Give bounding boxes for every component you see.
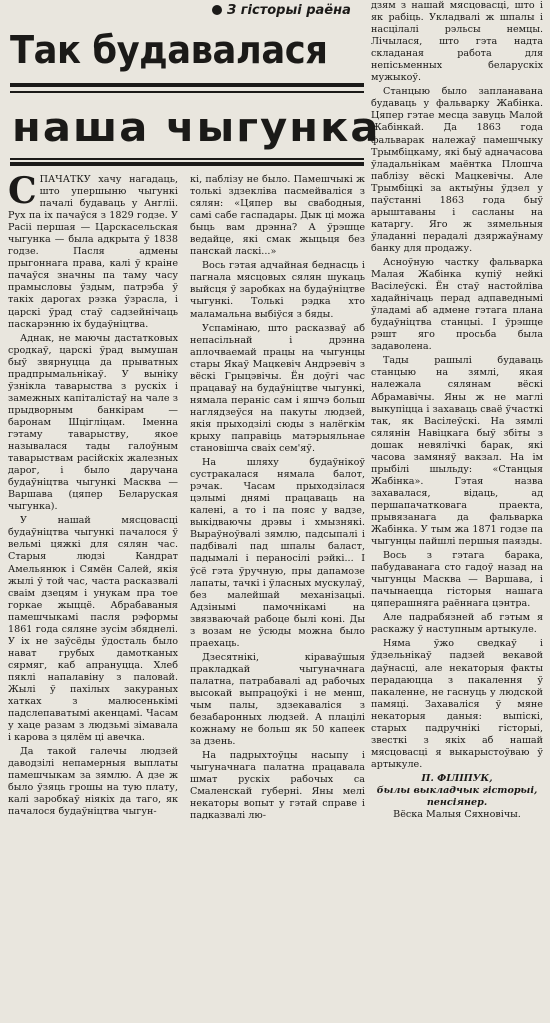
paragraph: дзям з нашай мясцовасці, што і як рабіць. Укладвалі ж шпалы і насцілалі рэльсы немцы. Лічылася, што гэта надта складаная работа для непісьменных беларускіх мужыкоў.: [371, 0, 543, 84]
paragraph: кі, паблізу не было. Памешчыкі ж толькі здзекліва пасмейваліся з сялян: «Цяпер вы свабодныя, самі сабе гаспадары. Дык ці можа быць вам дрэнна? А ўрэшце ведайце, які смак жыцьця без панскай ласкі...»: [190, 174, 365, 258]
paragraph: Але падрабязней аб гэтым я раскажу ў наступным артыкуле.: [371, 612, 543, 636]
headline-line-1: Так будавалася: [10, 28, 328, 72]
paragraph: На шляху будаўнікоў сустракалася нямала балот, рэчак. Часам прыходзілася цэлымі днямі працаваць на калені, а то і па пояс у вадзе, выкідваючы дрэвы і хмызнякі. Выраўноўвалі зямлю, падсыпалі і падбівалі пад шпалы баласт, падымалі і пераносілі рэйкі... І ўсё гэта ўручную, пры дапамозе лапаты, тачкі і ўласных мускулаў, без малейшай механізацыі. Адзінымі памочнікамі на звязваючай рабоце былі коні. Ды з возам не ўсюды можна было праехаць.: [190, 457, 365, 649]
headline-rule-bottom-thin: [10, 158, 364, 160]
paragraph: Тады рашылі будаваць станцыю на зямлі, якая належала сялянам вёскі Абрамавічы. Яны ж не маглі выкупіцца і захаваць сваё ўчасткі так, як Васілеўскі. На зямлі сялянін Навіцкага быў збіты з дошак невялічкі барак, які часова замяняў вакзал. На ім прыбілі шыльду: «Станцыя Жабінка». Гэтая назва захавалася, відаць, ад першапачатковага праекта, прывязанага да фальварка Жабінка. У тым жа 1871 годзе па чыгунцы пайшлі першыя паязды.: [371, 355, 543, 548]
author-place: Вёска Малыя Сяхновічы.: [393, 809, 521, 821]
headline-rule-bottom-thick: [10, 162, 364, 166]
author-name: П. ФІЛІПУК,: [421, 772, 493, 784]
paragraph: Станцыю было запланавана будаваць у фальварку Жабінка. Цяпер гэтае месца завуць Малой Жабінкай. Да 1863 года фальварак належаў памешчыку Трымбіцкаму, які быў адначасова ўладальнікам маёнтка Плошча паблізу вёскі Мацкевічы. Але Трымбіцкі за актыўны ўдзел у паўстанні 1863 года быў арыштаваны і сасланы на катаргу. Яго ж зямельныя ўладанні перадалі дзяржаўнаму банку для продажу.: [371, 86, 543, 254]
paragraph: На падрыхтоўцы насыпу і чыгуначнага палатна працавала шмат рускіх рабочых са Смаленскай губерні. Яны мелі некаторы вопыт у гэтай справе і падказвалі лю-: [190, 750, 365, 822]
paragraph: Няма ўжо сведкаў і ўдзельнікаў падзей векавой даўнасці, але некаторыя факты перадаюцца з пакалення ў пакаленне, не гаснуць у людской памяці. Захаваліся ў мяне некаторыя даныя: выпіскі, старых падручнікі гісторыі, звесткі з якіх аб нашай мясцовасці я выкарыстоўваю ў артыкуле.: [371, 638, 543, 770]
author-role-line-2: пенсіянер.: [426, 797, 488, 809]
headline-rule-top-thin: [10, 91, 364, 93]
opening-text: ПАЧАТКУ хачу нагадаць, што упершыню чыгункі пачалі будаваць у Англіі. Рух па іх пачаўся з 1829 годзе. У Расіі першая — Царскасельская чыгунка — была адкрыта ў 1838 годзе. Пасля адмены прыгоннага права, калі ў краіне пачаўся значны па таму часу прамысловы ўздым, патрэба ў такіх дарогах рэзка ўзрасла, і царскі ўрад стаў садзейнічаць паскарэнню іх будаўніцтва.: [8, 174, 178, 330]
drop-cap: С: [8, 174, 37, 212]
paragraph: Дзесятнікі, кіраваўшыя пракладкай чыгуначнага палатна, патрабавалі ад рабочых высокай выпрацоўкі і не менш, чым палы, здзекаваліся з безабаронных людзей. А плацілі кожнаму не больш як 50 капеек за дзень.: [190, 651, 365, 748]
paragraph: Аднак, не маючы дастатковых сродкаў, царскі ўрад вымушан быў звярнуцца да прыватных прадпрымальнікаў. У выніку ўзнікла таварыства з рускіх і замежных капіталістаў на чале з прыдворным банкірам — баронам Шціглiцам. Іменна гэтаму таварыству, якое называлася тады галоўным таварыствам расійскіх жалезных дарог, і было даручана будаўніцтва чыгункі Масква — Варшава (цяпер Беларуская чыгунка).: [8, 332, 178, 513]
paragraph: Асноўную частку фальварка Малая Жабінка купіў нейкі Васілеўскі. Ён стаў настойліва хадайнічаць перад адпаведнымі ўладамі аб адмене гэтага плана будаўніцтва станцыі. І ўрэшце рэшт яго просьба была задаволена.: [371, 256, 543, 353]
article-column-1: [8, 174, 178, 1019]
article-column-2: [190, 174, 365, 1019]
opening-paragraph: [8, 174, 178, 331]
rubric-label: З гісторыі раёна: [227, 3, 351, 18]
author-role-line-1: былы выкладчык гісторыі,: [376, 785, 538, 796]
author-signature: [371, 773, 543, 821]
article-column-3: [371, 0, 543, 1019]
bullet-icon: [212, 5, 222, 15]
paragraph: Вось гэтая адчайная беднасць і пагнала мясцовых сялян шукаць выйсця ў заробках на будаўніцтве чыгункі. Толькі рэдка хто маламальна выбіўся з бяды.: [190, 260, 365, 320]
headline-rule-top-thick: [10, 83, 364, 87]
paragraph: У нашай мясцовасці будаўніцтва чыгункі пачалося ў вельмі цяжкі для сялян час. Старыя людзі Кандрат Амельянюк і Сямён Салей, якія жылі ў той час, часта расказвалі сваім дзецям і унукам пра тое горкае жыццё. Абрабаваныя памешчыкамі пасля рэформы 1861 года сяляне зусім збяднелі. У іх не заўсёды ўдосталь было нават грубых дамотканых сярмяг, каб апрануцца. Хлеб пяклі напалавіну з паловай. Жылі ў пахілых закураных хатках з малюсенькімі падслепаватымі акенцамі. Часам у хаце разам з людзьмі зімавала і карова з цялём ці авечка.: [8, 515, 178, 744]
section-rubric: [212, 3, 351, 19]
headline-line-2: наша чыгунка: [12, 105, 381, 151]
paragraph: Успамінаю, што расказваў аб непасільнай і дрэнна аплочваемай працы на чыгунцы стары Якаў Мацкевіч Андрэевіч з вёскі Грыцэвічы. Ён доўгі час працаваў на будаўніцтве чыгункі, нямала пераніс сам і яшчэ больш наглядзеўся на пакуты людзей, якія прыходзілі сюды з налёгкім крыху паправіць матэрыяльнае становішча сваіх сем'яў.: [190, 322, 365, 455]
paragraph: Да такой галечы людзей даводзілі непамерныя выплаты памешчыкам за зямлю. А дзе ж было ўзяць грошы на тую плату, калі заробкаў ніякіх да таго, як пачалося будаўніцтва чыгун-: [8, 746, 178, 818]
paragraph: Вось з гэтага барака, пабудаванага сто гадоў назад на чыгунцы Масква — Варшава, і пачынаецца гісторыя нашага цяперашняга раённага цэнтра.: [371, 550, 543, 610]
